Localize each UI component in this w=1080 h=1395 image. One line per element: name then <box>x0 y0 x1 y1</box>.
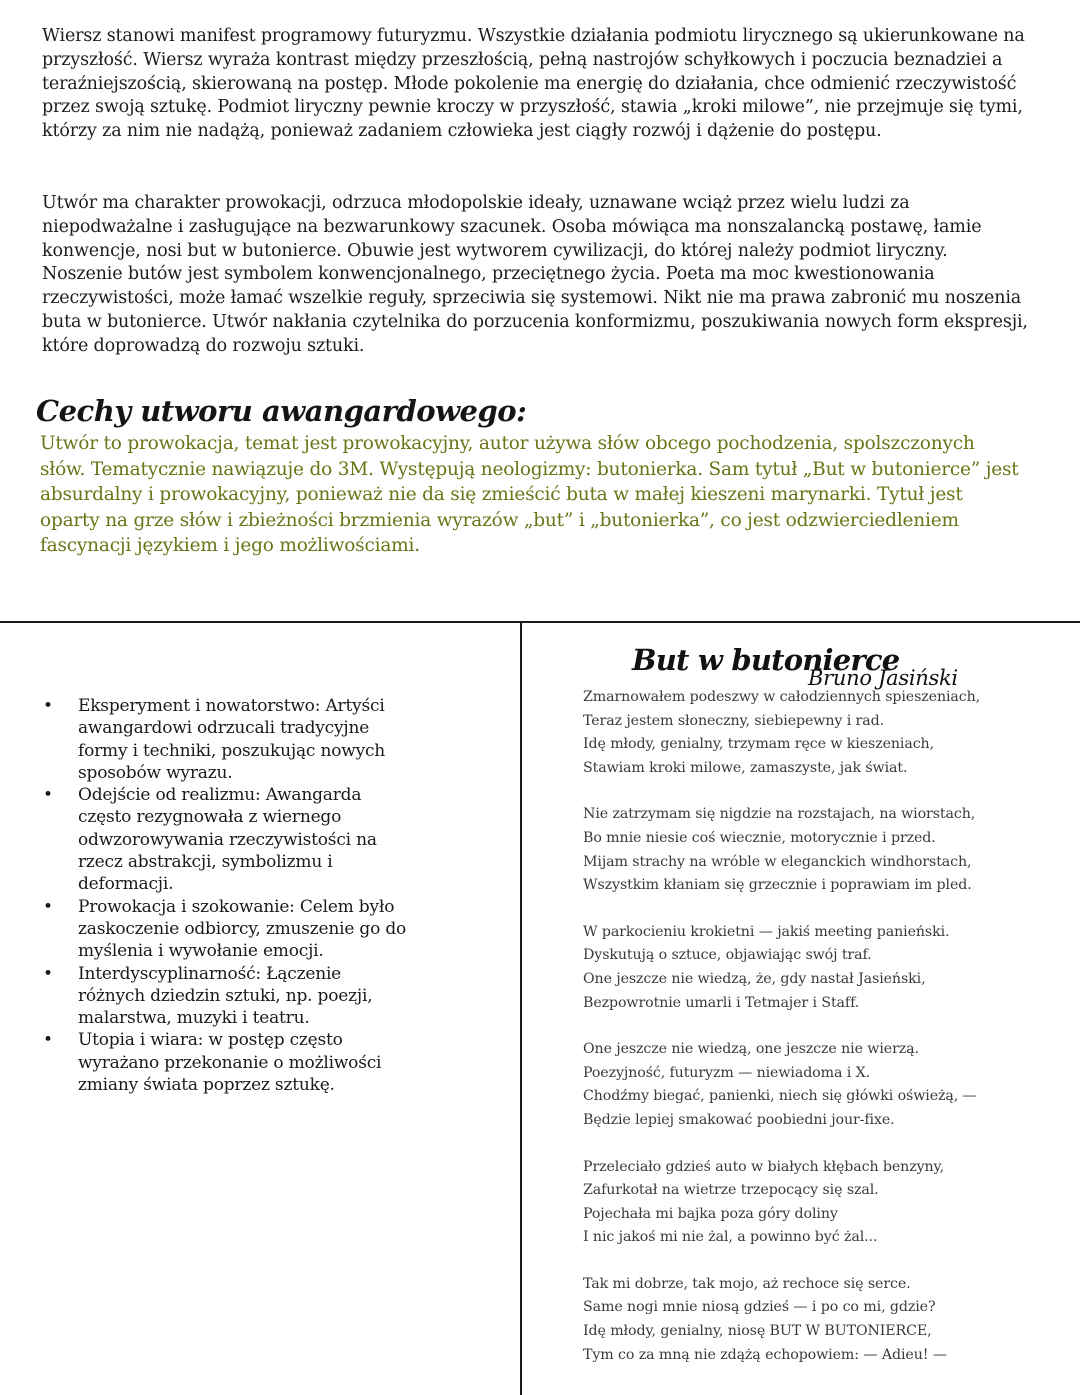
poem-line: Bezpowrotnie umarli i Tetmajer i Staff. <box>583 994 860 1011</box>
poem-line: Będzie lepiej smakować poobiedni jour-fixe. <box>583 1111 895 1128</box>
list-item: • Interdyscyplinarność: Łączenie różnych dziedzin sztuki, np. poezji, malarstwa, muzyki i teatru. <box>40 963 410 1030</box>
poem-stanza <box>583 686 1053 780</box>
poem-title: But w butonierce <box>632 643 900 677</box>
poem-line: Bo mnie niesie coś wiecznie, motorycznie i przed. <box>583 829 936 846</box>
poem-line: Dyskutują o sztuce, objawiając swój traf. <box>583 947 872 964</box>
poem-line: Poezyjność, futuryzm — niewiadoma i X. <box>583 1064 870 1081</box>
vertical-divider <box>520 623 522 1395</box>
poem-line: Mijam strachy na wróble w eleganckich windhorstach, <box>583 853 972 870</box>
poem-stanza <box>583 921 1053 1015</box>
poem-line: I nic jakoś mi nie żal, a powinno być żal... <box>583 1229 878 1246</box>
poem-text <box>583 686 1053 1390</box>
list-item: • Eksperyment i nowatorstwo: Artyści awangardowi odrzucali tradycyjne formy i techniki, poszukując nowych sposobów wyrazu. <box>40 695 410 784</box>
poem-line: Pojechała mi bajka poza góry doliny <box>583 1205 838 1222</box>
avant-garde-features-list <box>40 695 410 1096</box>
poem-stanza <box>583 1156 1053 1250</box>
poem-line: Teraz jestem słoneczny, siebiepewny i rad. <box>583 712 884 729</box>
poem-line: Idę młody, genialny, trzymam ręce w kieszeniach, <box>583 736 934 753</box>
poem-line: Stawiam kroki milowe, zamaszyste, jak świat. <box>583 759 908 776</box>
poem-author: Bruno Jasiński <box>808 666 958 690</box>
poem-line: W parkocieniu krokietni — jakiś meeting panieński. <box>583 923 950 940</box>
poem-line: Przeleciało gdzieś auto w białych kłębach benzyny, <box>583 1158 944 1175</box>
poem-stanza <box>583 1273 1053 1367</box>
list-item: • Odejście od realizmu: Awangarda często rezygnowała z wiernego odwzorowywania rzeczywistości na rzecz abstrakcji, symbolizmu i deformacji. <box>40 784 410 895</box>
poem-line: One jeszcze nie wiedzą, one jeszcze nie wierzą. <box>583 1041 919 1058</box>
poem-stanza <box>583 1038 1053 1132</box>
analysis-paragraph-2: Utwór ma charakter prowokacji, odrzuca młodopolskie ideały, uznawane wciąż przez wielu ludzi za niepodważalne i zasługujące na bezwarunkowy szacunek. Osoba mówiąca ma nonszalancką postawę, łamie konwencje, nosi but w butonierce. Obuwie jest wytworem cywilizacji, do której należy podmiot liryczny. Noszenie butów jest symbolem konwencjonalnego, przeciętnego życia. Poeta ma moc kwestionowania rzeczywistości, może łamać wszelkie reguły, sprzeciwia się systemowi. Nikt nie ma prawa zabronić mu noszenia buta w butonierce. Utwór nakłania czytelnika do porzucenia konformizmu, poszukiwania nowych form ekspresji, które doprowadzą do rozwoju sztuki. <box>42 193 1028 356</box>
list-item: • Utopia i wiara: w postęp często wyrażano przekonanie o możliwości zmiany świata poprzez sztukę. <box>40 1029 410 1096</box>
poem-line: Chodźmy biegać, panienki, niech się główki oświeżą, — <box>583 1088 977 1105</box>
analysis-paragraph-1: Wiersz stanowi manifest programowy futuryzmu. Wszystkie działania podmiotu lirycznego są ukierunkowane na przyszłość. Wiersz wyraża kontrast między przeszłością, pełną nastrojów schyłkowych i poczucia beznadziei a teraźniejszością, skierowaną na postęp. Młode pokolenie ma energię do działania, chce odmienić rzeczywistość przez swoją sztukę. Podmiot liryczny pewnie kroczy w przyszłość, stawia „kroki milowe”, nie przejmuje się tymi, którzy za nim nie nadążą, ponieważ zadaniem człowieka jest ciągły rozwój i dążenie do postępu. <box>42 26 1025 142</box>
poem-line: Nie zatrzymam się nigdzie na rozstajach, na wiorstach, <box>583 806 976 823</box>
poem-line: Same nogi mnie niosą gdzieś — i po co mi, gdzie? <box>583 1299 936 1316</box>
poem-line: Tym co za mną nie zdążą echopowiem: — Adieu! — <box>583 1346 947 1363</box>
poem-line: Zmarnowałem podeszwy w całodziennych spieszeniach, <box>583 689 981 705</box>
poem-line: Tak mi dobrze, tak mojo, aż rechoce się serce. <box>583 1275 911 1292</box>
features-heading: Cechy utworu awangardowego: <box>36 394 527 428</box>
poem-line: Idę młody, genialny, niosę BUT W BUTONIERCE, <box>583 1323 932 1340</box>
list-item: • Prowokacja i szokowanie: Celem było zaskoczenie odbiorcy, zmuszenie go do myślenia i wywołanie emocji. <box>40 896 410 963</box>
poem-line: One jeszcze nie wiedzą, że, gdy nastał Jasieński, <box>583 970 926 987</box>
poem-stanza <box>583 803 1053 897</box>
features-text: Utwór to prowokacja, temat jest prowokacyjny, autor używa słów obcego pochodzenia, spolszczonych słów. Tematycznie nawiązuje do 3M. Występują neologizmy: butonierka. Sam tytuł „But w butonierce” jest absurdalny i prowokacyjny, ponieważ nie da się zmieścić buta w małej kieszeni marynarki. Tytuł jest oparty na grze słów i zbieżności brzmienia wyrazów „but” i „butonierka”, co jest odzwierciedleniem fascynacji językiem i jego możliwościami. <box>40 433 1019 557</box>
poem-line: Zafurkotał na wietrze trzepocący się szal. <box>583 1182 879 1199</box>
horizontal-divider <box>0 621 1080 623</box>
poem-line: Wszystkim kłaniam się grzecznie i poprawiam im pled. <box>583 877 972 894</box>
